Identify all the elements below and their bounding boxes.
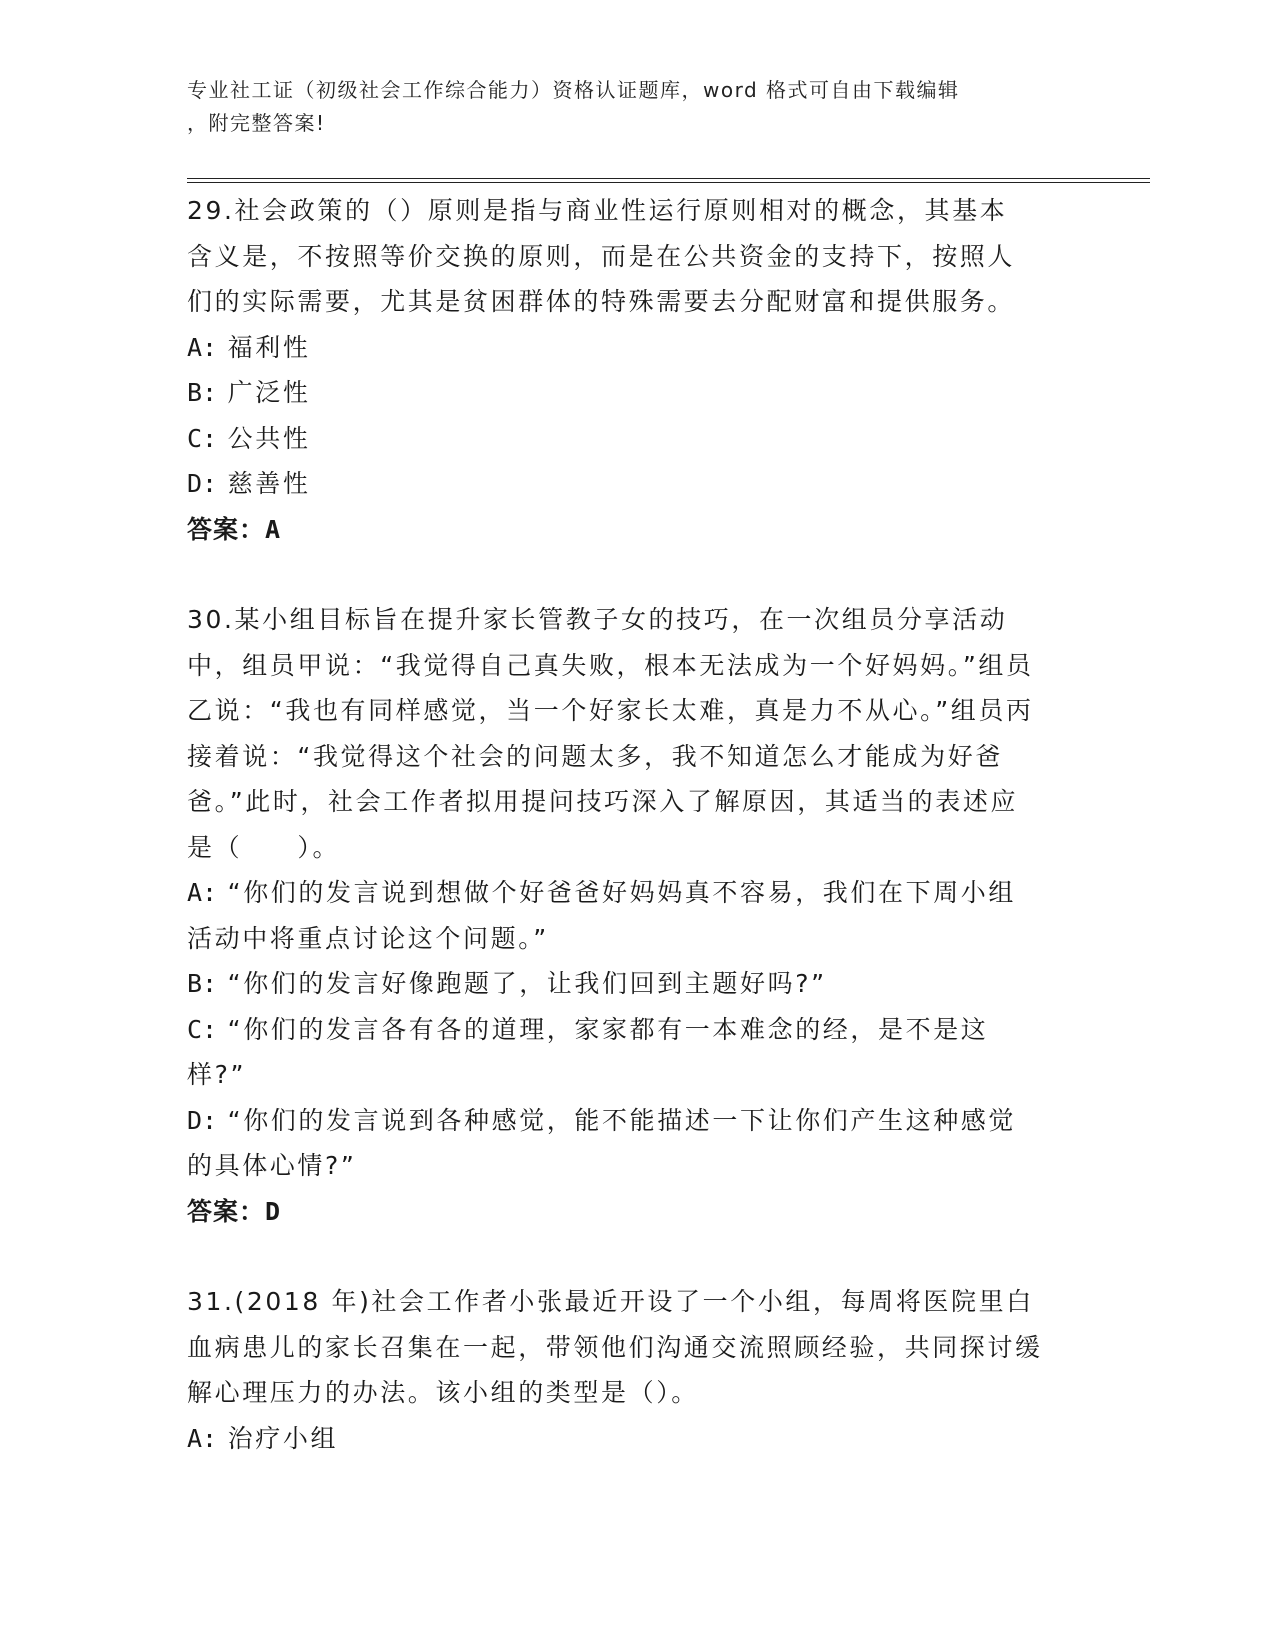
question-stem: 31.(2018 年)社会工作者小张最近开设了一个小组，每周将医院里白血病患儿的家长召集在一起，带领他们沟通交流照顾经验，共同探讨缓解心理压力的办法。该小组的类型是（）。 <box>187 1287 1043 1407</box>
option-text: 福利性 <box>227 332 311 362</box>
header-line-2: ，附完整答案! <box>187 111 326 135</box>
question-stem: 30.某小组目标旨在提升家长管教子女的技巧，在一次组员分享活动中，组员甲说：“我觉得自己真失败，根本无法成为一个好妈妈。”组员乙说：“我也有同样感觉，当一个好家长太难，真是力不从心。”组员丙接着说：“我觉得这个社会的问题太多，我不知道怎么才能成为好爸爸。”此时，社会工作者拟用提问技巧深入了解原因，其适当的表述应是（ ）。 <box>187 605 1034 862</box>
question-stem: 29.社会政策的（）原则是指与商业性运行原则相对的概念，其基本含义是，不按照等价交换的原则，而是在公共资金的支持下，按照人们的实际需要，尤其是贫困群体的特殊需要去分配财富和提供服务。 <box>187 196 1016 316</box>
answer-value: A <box>265 514 282 544</box>
option-b <box>187 370 1087 416</box>
question-31 <box>187 1279 1087 1461</box>
spacer <box>187 1234 1087 1279</box>
option-letter: A: <box>187 878 218 907</box>
option-d <box>187 1098 1037 1189</box>
page-header <box>187 74 1067 140</box>
answer-line <box>187 507 1087 553</box>
option-letter: B: <box>187 969 218 998</box>
option-text: 公共性 <box>227 423 311 453</box>
question-30 <box>187 597 1087 1234</box>
option-letter: A: <box>187 1423 218 1453</box>
header-divider <box>187 178 1150 183</box>
option-b <box>187 961 1037 1007</box>
option-text: 广泛性 <box>227 378 311 407</box>
option-text: “你们的发言好像跑题了，让我们回到主题好吗?” <box>227 969 827 998</box>
option-letter: C: <box>187 423 218 453</box>
option-letter: D: <box>187 1105 218 1135</box>
option-text: “你们的发言说到各种感觉，能不能描述一下让你们产生这种感觉的具体心情?” <box>187 1105 1017 1180</box>
option-text: 治疗小组 <box>227 1423 339 1453</box>
option-letter: C: <box>187 1014 218 1044</box>
option-a <box>187 1416 1087 1462</box>
option-a <box>187 870 1037 961</box>
header-line-1: 专业社工证（初级社会工作综合能力）资格认证题库，word 格式可自由下载编辑 <box>187 78 960 102</box>
answer-label: 答案： <box>187 1196 266 1226</box>
option-d <box>187 461 1087 507</box>
answer-value: D <box>265 1196 282 1226</box>
question-29 <box>187 188 1087 552</box>
question-list <box>187 188 1087 1461</box>
answer-line <box>187 1189 1087 1235</box>
option-letter: B: <box>187 378 218 407</box>
option-letter: A: <box>187 332 218 362</box>
option-c <box>187 1007 1037 1098</box>
option-text: “你们的发言说到想做个好爸爸好妈妈真不容易，我们在下周小组活动中将重点讨论这个问题。” <box>187 878 1017 953</box>
option-letter: D: <box>187 469 218 498</box>
option-text: 慈善性 <box>227 469 311 498</box>
answer-label: 答案： <box>187 514 266 544</box>
option-text: “你们的发言各有各的道理，家家都有一本难念的经，是不是这样?” <box>187 1014 989 1089</box>
option-a <box>187 325 1087 371</box>
spacer <box>187 552 1087 597</box>
option-c <box>187 416 1087 462</box>
